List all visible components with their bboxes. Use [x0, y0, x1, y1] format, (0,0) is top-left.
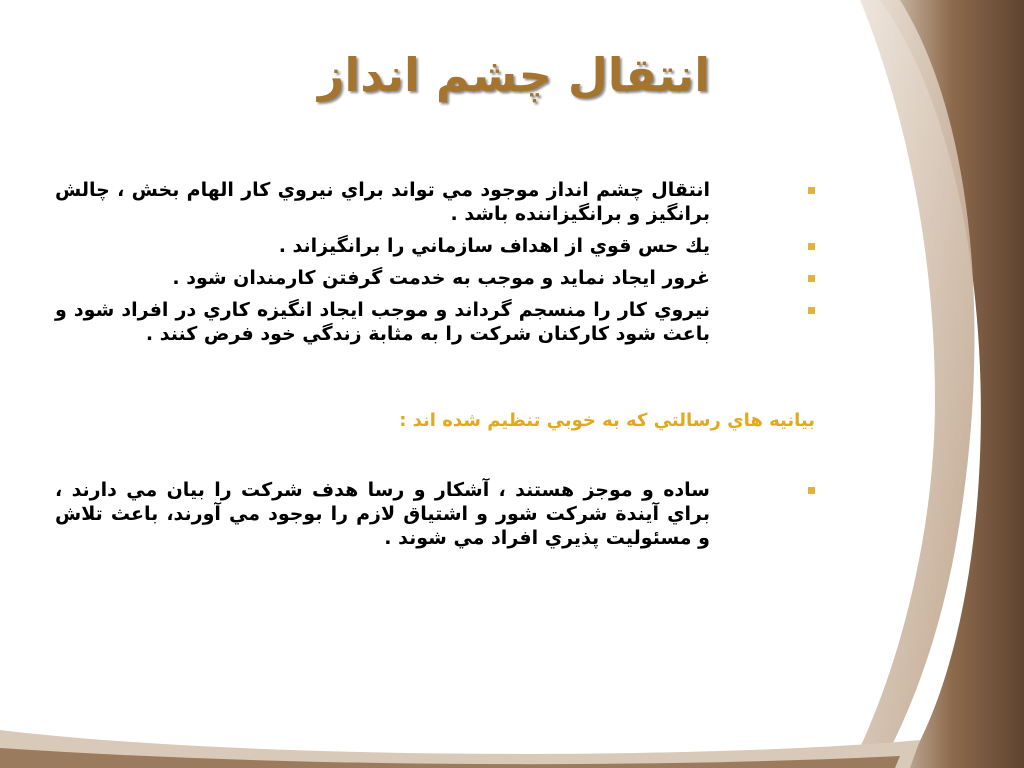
bullet-icon — [808, 243, 815, 250]
bullet-text: نيروي كار را منسجم گرداند و موجب ايجاد انگيزه كاري در افراد شود و باعث شود كاركنان شركت را به مثابة زندگي خود فرض كنند . — [55, 299, 710, 345]
bullet-text: غرور ايجاد نمايد و موجب به خدمت گرفتن كارمندان شود . — [172, 267, 710, 289]
bullet-item — [55, 478, 815, 550]
bullet-list-2 — [55, 478, 815, 558]
bullet-icon — [808, 487, 815, 494]
bullet-item — [55, 178, 815, 226]
bullet-text: انتقال چشم انداز موجود مي تواند براي نيروي كار الهام بخش ، چالش برانگيز و برانگيزاننده باشد . — [55, 179, 710, 225]
subheading: بيانيه هاي رسالتي كه به خوبي تنظيم شده اند : — [399, 410, 815, 431]
bullet-icon — [808, 307, 815, 314]
bullet-icon — [808, 187, 815, 194]
bullet-icon — [808, 275, 815, 282]
bullet-item — [55, 266, 815, 290]
bullet-item — [55, 234, 815, 258]
bullet-item — [55, 298, 815, 346]
bullet-list — [55, 178, 815, 354]
bullet-text: يك حس قوي از اهداف سازماني را برانگيزاند . — [278, 235, 710, 257]
bullet-text: ساده و موجز هستند ، آشكار و رسا هدف شركت را بيان مي دارند ، براي آيندة شركت شور و اشتياق لازم را بوجود مي آورند، باعث تلاش و مسئوليت پذيري افراد مي شوند . — [55, 479, 710, 549]
slide-title: انتقال چشم انداز — [317, 48, 710, 102]
